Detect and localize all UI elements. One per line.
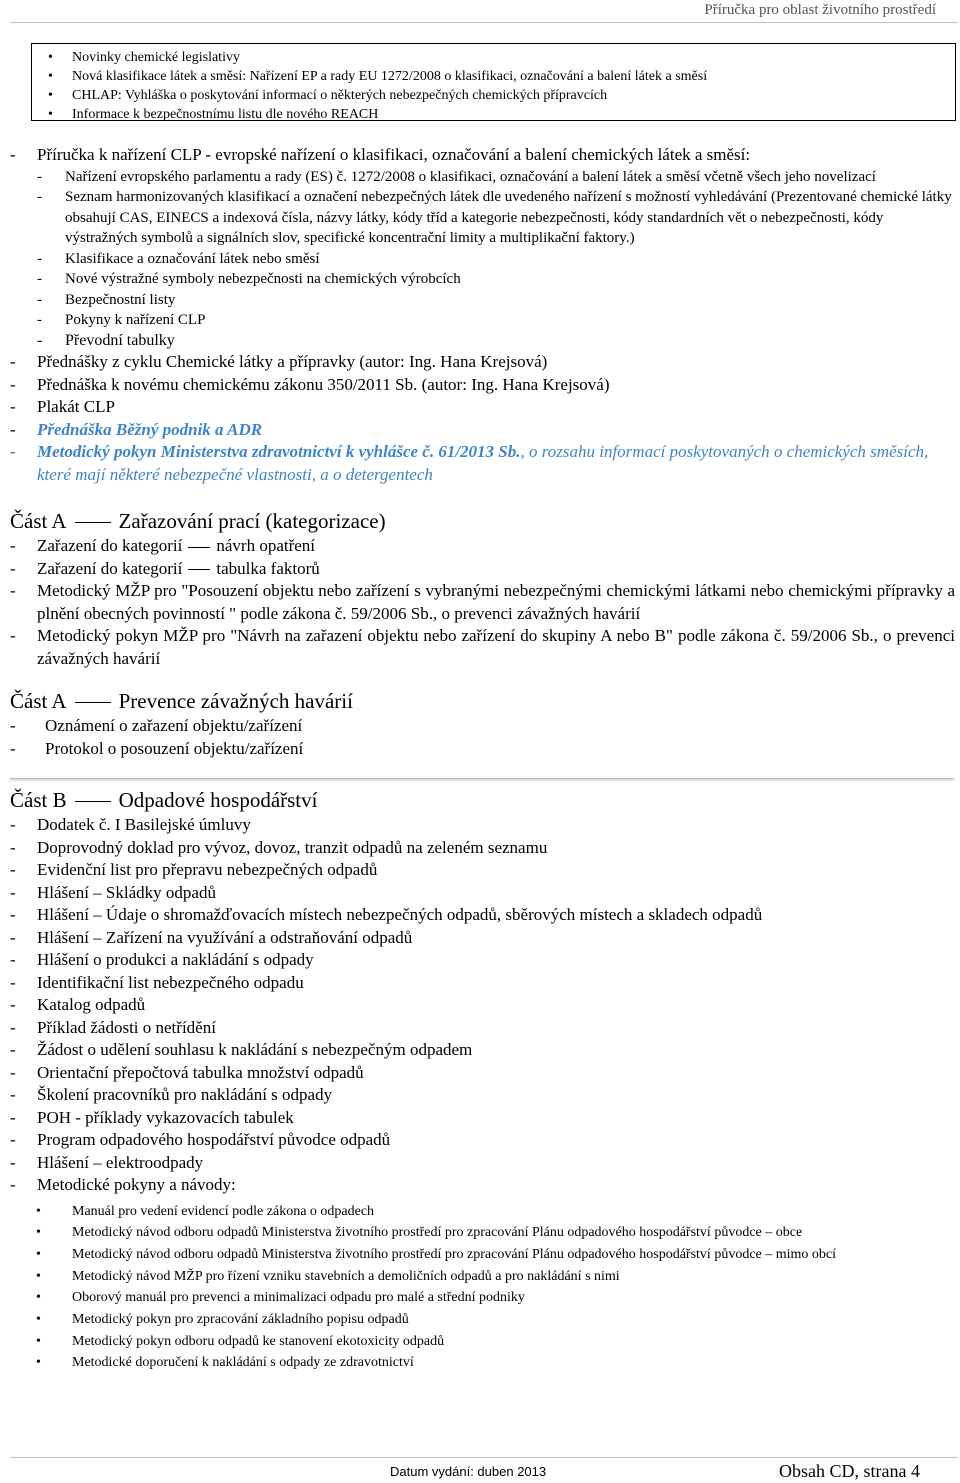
- guide-item[interactable]: • Manuál pro vedení evidencí podle zákona o odpadech: [10, 1201, 955, 1223]
- guides-list: [10, 1201, 955, 1375]
- section-b-waste-title: Část B Odpadové hospodářství: [10, 788, 318, 812]
- news-list: [32, 44, 955, 124]
- waste-item[interactable]: - Školení pracovníků pro nakládání s odpady: [10, 1085, 333, 1104]
- section-a-categorization-title: Část A Zařazování prací (kategorizace): [10, 509, 386, 533]
- waste-item[interactable]: - Identifikační list nebezpečného odpadu: [10, 972, 304, 992]
- waste-item[interactable]: - Příklad žádosti o netřídění: [10, 1017, 216, 1037]
- footer-rule: [10, 1457, 958, 1458]
- categorization-measures[interactable]: - Zařazení do kategorií návrh opatření: [10, 536, 316, 555]
- waste-list: [10, 814, 955, 1197]
- header-rule: [10, 22, 958, 23]
- waste-item[interactable]: - Hlášení – Zařízení na využívání a odstraňování odpadů: [10, 927, 413, 947]
- waste-item[interactable]: - Dodatek č. I Basilejské úmluvy: [10, 815, 251, 834]
- guide-item[interactable]: • Metodický pokyn pro zpracování základního popisu odpadů: [10, 1309, 955, 1331]
- bullet-icon: •: [36, 1333, 41, 1349]
- waste-item[interactable]: - Program odpadového hospodářství původce odpadů: [10, 1130, 391, 1149]
- guide-item[interactable]: • Metodický návod MŽP pro řízení vzniku stavebních a demoličních odpadů a pro nakládání s nimi: [10, 1266, 955, 1288]
- clp-sub-classification[interactable]: - Klasifikace a označování látek nebo směsí: [37, 250, 320, 267]
- bullet-icon: •: [36, 1268, 41, 1284]
- waste-item[interactable]: - Hlášení o produkci a nakládání s odpady: [10, 950, 314, 969]
- guide-item[interactable]: • Metodický návod odboru odpadů Ministerstva životního prostředí pro zpracování Plánu odpadového hospodářství původce – mimo obcí: [10, 1244, 955, 1266]
- news-item[interactable]: • CHLAP: Vyhláška o poskytování informací o některých nebezpečných chemických přípravcích: [48, 88, 608, 103]
- guide-item[interactable]: • Metodické doporučení k nakládání s odpady ze zdravotnictví: [10, 1352, 955, 1374]
- waste-item[interactable]: - Evidenční list pro přepravu nebezpečných odpadů: [10, 860, 378, 879]
- clp-sub-regulation[interactable]: - Nařízení evropského parlamentu a rady (ES) č. 1272/2008 o klasifikaci, označování a balení látek a směsí včetně všech jeho novelizací: [37, 168, 876, 185]
- clp-sub-symbols[interactable]: - Nové výstražné symboly nebezpečnosti na chemických výrobcích: [37, 271, 461, 287]
- bullet-icon: •: [36, 1225, 41, 1241]
- guide-item[interactable]: • Metodický pokyn odboru odpadů ke stanovení ekotoxicity odpadů: [10, 1331, 955, 1353]
- clp-sub-tables[interactable]: - Převodní tabulky: [37, 331, 175, 349]
- guide-item[interactable]: • Oborový manuál pro prevenci a minimalizaci odpadu pro malé a střední podniky: [10, 1287, 955, 1309]
- lecture-adr-link[interactable]: - Přednáška Běžný podnik a ADR: [10, 419, 263, 439]
- lecture-chemical-law[interactable]: - Přednáška k novému chemickému zákonu 350/2011 Sb. (autor: Ing. Hana Krejsová): [10, 374, 610, 394]
- bullet-icon: •: [48, 88, 53, 103]
- lecture-chemicals[interactable]: - Přednášky z cyklu Chemické látky a přípravky (autor: Ing. Hana Krejsová): [10, 352, 548, 371]
- clp-poster[interactable]: - Plakát CLP: [10, 397, 115, 416]
- section-a-prevention-title: Část A Prevence závažných havárií: [10, 689, 353, 713]
- bullet-icon: •: [36, 1312, 41, 1328]
- bullet-icon: •: [36, 1203, 41, 1219]
- mzp-assessment-guideline[interactable]: - Metodický MŽP pro "Posouzení objektu nebo zařízení s vybranými nebezpečnými chemickými látkami nebo chemickými přípravky a plnění obecných povinností " podle zákona č. 59/2006 Sb., o prevenci závažných havárií: [10, 581, 955, 623]
- clp-sub-guidelines[interactable]: - Pokyny k nařízení CLP: [37, 312, 206, 328]
- waste-item[interactable]: - Hlášení – elektroodpady: [10, 1152, 204, 1172]
- waste-item[interactable]: - Katalog odpadů: [10, 995, 146, 1014]
- bullet-icon: •: [48, 107, 53, 122]
- waste-item[interactable]: - Doprovodný doklad pro vývoz, dovoz, tranzit odpadů na zeleném seznamu: [10, 837, 548, 857]
- mzp-group-guideline[interactable]: - Metodický pokyn MŽP pro "Návrh na zařazení objektu nebo zařízení do skupiny A nebo B" podle zákona č. 59/2006 Sb., o prevenci závažných havárií: [10, 626, 955, 668]
- bullet-icon: •: [36, 1355, 41, 1371]
- news-item[interactable]: • Nová klasifikace látek a směsí: Nařízení EP a rady EU 1272/2008 o klasifikaci, označování a balení látek a směsí: [48, 69, 708, 84]
- waste-item[interactable]: - Hlášení – Skládky odpadů: [10, 882, 216, 902]
- content: [10, 144, 955, 1374]
- footer-date: Datum vydání: duben 2013: [390, 1464, 547, 1479]
- clp-guide-link[interactable]: - Příručka k nařízení CLP - evropské nařízení o klasifikaci, označování a balení chemických látek a směsí:: [10, 145, 751, 164]
- object-assessment-protocol[interactable]: - Protokol o posouzení objektu/zařízení: [10, 738, 304, 758]
- object-classification-notice[interactable]: - Oznámení o zařazení objektu/zařízení: [10, 716, 303, 735]
- waste-item[interactable]: - Hlášení – Údaje o shromažďovacích místech nebezpečných odpadů, sběrových místech a skladech odpadů: [10, 905, 763, 924]
- bullet-icon: •: [48, 50, 53, 65]
- news-item[interactable]: • Informace k bezpečnostnímu listu dle nového REACH: [48, 107, 379, 122]
- news-box: [31, 43, 956, 121]
- bullet-icon: •: [48, 69, 53, 84]
- clp-sub-safety-sheets[interactable]: - Bezpečnostní listy: [37, 291, 176, 308]
- guide-item[interactable]: • Metodický návod odboru odpadů Ministerstva životního prostředí pro zpracování Plánu odpadového hospodářství původce – obce: [10, 1222, 955, 1244]
- footer-page-number: Obsah CD, strana 4: [779, 1461, 920, 1481]
- categorization-factors[interactable]: - Zařazení do kategorií tabulka faktorů: [10, 558, 320, 578]
- bullet-icon: •: [36, 1290, 41, 1306]
- waste-item[interactable]: - Žádost o udělení souhlasu k nakládání s nebezpečným odpadem: [10, 1040, 473, 1059]
- clp-sub-harmonized-list[interactable]: - Seznam harmonizovaných klasifikací a označení nebezpečných látek dle uvedeného nařízení s možností vyhledávání (Prezentované chemické látky obsahují CAS, EINECS a indexová čísla, názvy látky, kódy tříd a kategorie nebezpečnosti, kódy standardních vět o nebezpečnosti, kódy výstražných symbolů a signálních slov, specifické koncentrační limity a multiplikační faktory.): [37, 189, 952, 246]
- waste-item[interactable]: - Metodické pokyny a návody:: [10, 1175, 236, 1194]
- running-header: Příručka pro oblast životního prostředí: [704, 2, 936, 18]
- ministry-guideline-link[interactable]: - Metodický pokyn Ministerstva zdravotnictví k vyhlášce č. 61/2013 Sb., o rozsahu informací poskytovaných o chemických směsích, které mají některé nebezpečné vlastnosti, a o detergentech: [10, 442, 929, 484]
- news-item[interactable]: • Novinky chemické legislativy: [48, 50, 240, 65]
- waste-item[interactable]: - Orientační přepočtová tabulka množství odpadů: [10, 1062, 364, 1082]
- waste-item[interactable]: - POH - příklady vykazovacích tabulek: [10, 1107, 294, 1127]
- bullet-icon: •: [36, 1246, 41, 1262]
